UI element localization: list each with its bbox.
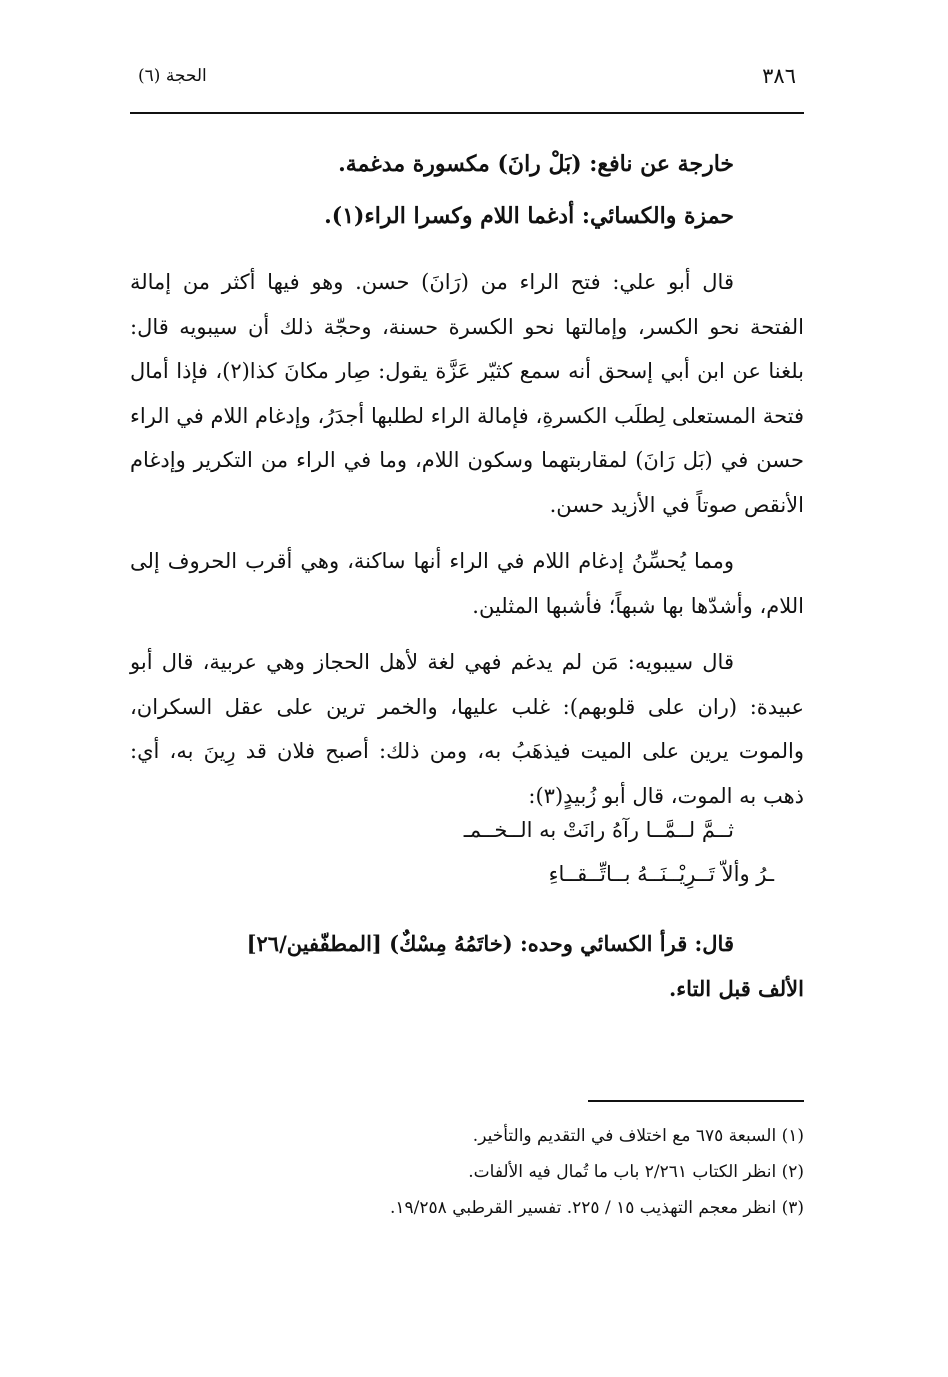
main-text	[130, 138, 804, 1011]
paragraph-idgham: ومما يُحسِّنُ إدغام اللام في الراء أنها ساكنة، وهي أقرب الحروف إلى اللام، وأشدّها بها شبهاً؛ فأشبها المثلين.	[130, 549, 804, 618]
footnote-rule	[588, 1100, 804, 1102]
poetry-verse	[130, 818, 804, 908]
verse-hemistich-2: ـرُ وألاّ تَــرِيْــنَــهُ بــاتِّــقــاءِ	[548, 862, 774, 886]
reading-heading-nafi: خارجة عن نافع: (بَلْ رانَ) مكسورة مدغمة.	[338, 151, 734, 177]
reading-line-alif: الألف قبل التاء.	[668, 975, 804, 1001]
reading-heading-hamza: حمزة والكسائي: أدغما اللام وكسرا الراء(١).	[324, 203, 734, 229]
footnote-2: (٢) انظر الكتاب ٢/٢٦١ باب ما تُمال فيه الألفات.	[468, 1162, 804, 1182]
paragraph-sibawayh: قال سيبويه: مَن لم يدغم فهي لغة لأهل الحجاز وهي عربية، قال أبو عبيدة: (ران على قلوبهم): غلب عليها، والخمر ترين على عقل السكران، والموت يرين على الميت فيذهَبُ به، ومن ذلك: أصبح فلان قد رِينَ به، أي: ذهب به الموت، قال أبو زُبيدٍ(٣):	[130, 650, 804, 808]
paragraph-abu-ali: قال أبو علي: فتح الراء من (رَانَ) حسن. وهو فيها أكثر من إمالة الفتحة نحو الكسر، وإمالتها نحو الكسرة حسنة، وحجّة ذلك أن سيبويه قال: بلغنا عن ابن أبي إسحق أنه سمع كثيّر عَزَّة يقول: صِار مكانَ كذا(٢)، فإذا أمال فتحة المستعلى لِطلَب الكسرةِ، فإمالة الراء لطلبها أجدَرُ، وإدغام اللام في الراء حسن في (بَل رَانَ) لمقاربتهما وسكون اللام، وما في الراء من التكرير وإدغام الأنقص صوتاً في الأزيد حسن.	[130, 270, 805, 517]
footnote-1: (١) السبعة ٦٧٥ مع اختلاف في التقديم والتأخير.	[472, 1126, 804, 1146]
verse-hemistich-1: ثــمَّ لــمَّــا رآهُ رانَتْ به الــخــمـ	[463, 818, 734, 842]
running-title: الحجة (٦)	[138, 66, 207, 86]
footnotes	[130, 1118, 804, 1226]
page-header	[130, 60, 804, 100]
footnote-3: (٣) انظر معجم التهذيب ١٥ / ٢٢٥. تفسير القرطبي ١٩/٢٥٨.	[390, 1198, 804, 1218]
reading-line-kisai: قال: قرأ الكسائي وحده: (خاتَمُهُ مِسْكٌ) [المطفّفين/٢٦]	[246, 931, 734, 956]
header-rule	[130, 112, 804, 114]
page-number: ٣٨٦	[762, 64, 796, 88]
